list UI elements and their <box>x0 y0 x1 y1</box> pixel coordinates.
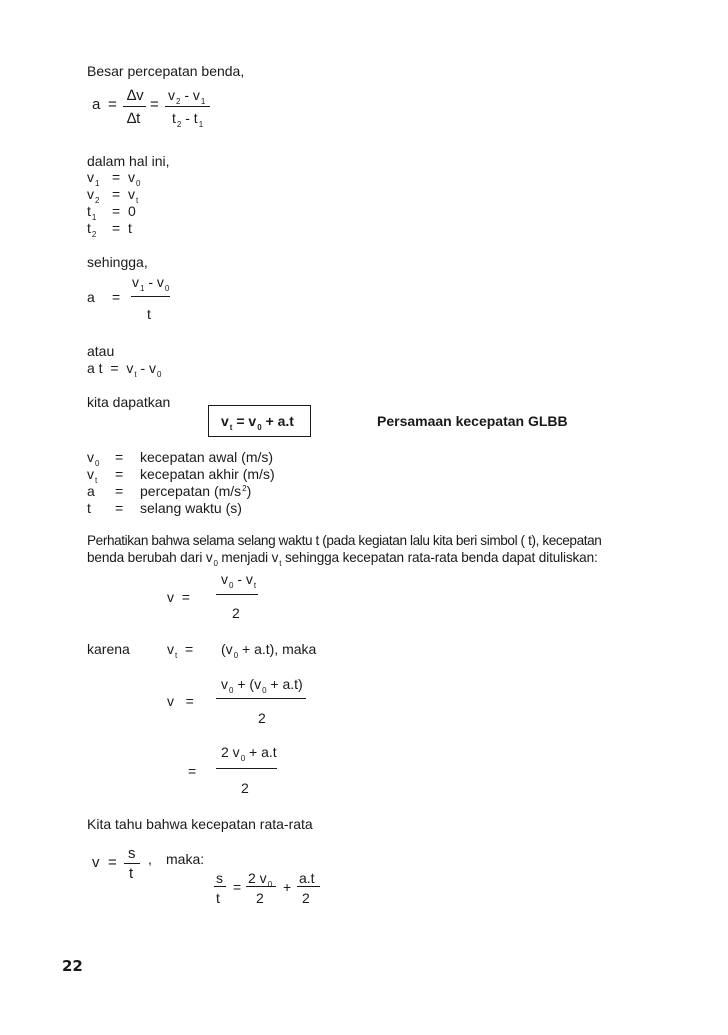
intro-text: Besar percepatan benda, <box>87 63 245 79</box>
def-row-val: $v_0$ <box>128 169 141 188</box>
legend-desc: kecepatan awal (m/s) <box>140 449 274 465</box>
legend-sym: t <box>87 500 91 516</box>
eq5-num: $v_0 + (v_0 + a.t)$ <box>221 676 303 695</box>
eq7-den: t <box>129 865 134 882</box>
eq8-left-num: s <box>216 870 223 886</box>
eq1-equals: = <box>108 96 117 113</box>
legend-sym: a <box>87 483 95 499</box>
eq8-mid-den: 2 <box>256 890 264 906</box>
legend-desc: selang waktu (s) <box>140 500 242 516</box>
because-rhs: $(v_0 + a.t)$, maka <box>221 641 317 660</box>
eq5-frac-bar <box>216 698 306 699</box>
eq2-frac-bar <box>131 296 170 297</box>
boxed-caption: Persamaan kecepatan GLBB <box>377 413 568 429</box>
legend-sym: $v_t$ <box>87 466 98 485</box>
eq8-equals: = <box>233 879 242 895</box>
page-number: 22 <box>62 957 83 975</box>
boxed-equation-text: $v_t = v_0 + a.t$ <box>221 413 294 432</box>
def-row-eq: = <box>112 169 121 185</box>
because-lhs: $v_t$ = <box>167 641 194 660</box>
eq8-left-bar <box>214 886 226 887</box>
obtain-label: kita dapatkan <box>87 394 171 410</box>
eq6-den: 2 <box>241 780 249 796</box>
eq2-den: t <box>147 306 151 322</box>
def-row-sym: $v_1$ <box>87 169 100 188</box>
eq6-num: 2 $v_0 + a.t$ <box>221 744 277 763</box>
eq1-frac1-den: ∆t <box>127 110 141 127</box>
eq8-right-num: a.t <box>299 870 315 886</box>
so-label: sehingga, <box>87 254 148 270</box>
eq1-frac1-num: ∆v <box>127 87 144 104</box>
eq5-den: 2 <box>258 710 266 726</box>
def-row-sym: $v_2$ <box>87 186 100 205</box>
def-row-val: 0 <box>128 203 136 219</box>
or-label: atau <box>87 343 115 359</box>
def-row-eq: = <box>112 186 121 202</box>
eq7-then: maka: <box>166 851 205 867</box>
eq8-plus: + <box>283 879 292 895</box>
eq4-num: $v_0 - v_t$ <box>221 571 257 590</box>
eq4-frac-bar <box>216 594 258 595</box>
eq1-frac1-bar <box>123 106 146 107</box>
legend-sym: $v_0$ <box>87 449 100 468</box>
eq1-frac2-den: $t_2 - t_1$ <box>172 110 204 129</box>
def-row-val: t <box>128 220 132 236</box>
def-row-eq: = <box>112 203 121 219</box>
eq4-den: 2 <box>232 605 240 621</box>
eq2-equals: = <box>112 289 121 305</box>
legend-desc: percepatan $(m/s^2)$ <box>140 483 252 499</box>
legend-eq: = <box>115 500 124 516</box>
equation-at: a $t = v_t - v_0$ <box>87 360 162 379</box>
eq1-frac2-num: $v_2 - v_1$ <box>168 87 206 106</box>
eq1-lhs: a <box>92 96 101 113</box>
eq8-right-den: 2 <box>302 890 310 906</box>
paragraph-line-2: benda berubah dari $v_0$ menjadi $v_t$ sehingga kecepatan rata-rata benda dapat dituliskan: <box>87 550 598 568</box>
eq4-lhs: v = <box>167 589 190 605</box>
known-label: Kita tahu bahwa kecepatan rata-rata <box>87 816 313 832</box>
def-row-sym: $t_1$ <box>87 203 97 222</box>
eq6-frac-bar <box>216 768 277 769</box>
eq7-num: s <box>128 845 136 862</box>
because-label: karena <box>87 641 130 657</box>
eq8-right-bar <box>297 886 320 887</box>
eq5-lhs: v = <box>167 693 194 709</box>
eq8-left-den: t <box>216 890 220 906</box>
eq7-lhs: v <box>92 854 100 871</box>
legend-desc: kecepatan akhir (m/s) <box>140 466 275 482</box>
legend-eq: = <box>115 483 124 499</box>
eq8-mid-bar <box>246 886 276 887</box>
def-row-eq: = <box>112 220 121 236</box>
eq2-lhs: a <box>87 289 95 305</box>
eq7-equals: = <box>108 854 117 871</box>
legend-eq: = <box>115 466 124 482</box>
paragraph-line-1: Perhatikan bahwa selama selang waktu t (pada kegiatan lalu kita beri simbol ( t), kecepatan <box>87 533 602 548</box>
eq7-comma: , <box>148 851 152 867</box>
where-label: dalam hal ini, <box>87 153 170 169</box>
eq7-frac-bar <box>124 863 140 864</box>
eq6-equals: = <box>188 763 197 779</box>
def-row-sym: $t_2$ <box>87 220 97 239</box>
eq1-frac2-bar <box>165 106 210 107</box>
eq8-mid-num: 2 $v_0$ <box>248 870 273 889</box>
eq1-equals-2: = <box>150 96 159 113</box>
def-row-val: $v_t$ <box>128 186 139 205</box>
legend-eq: = <box>115 449 124 465</box>
eq2-num: $v_1 - v_0$ <box>132 274 170 293</box>
